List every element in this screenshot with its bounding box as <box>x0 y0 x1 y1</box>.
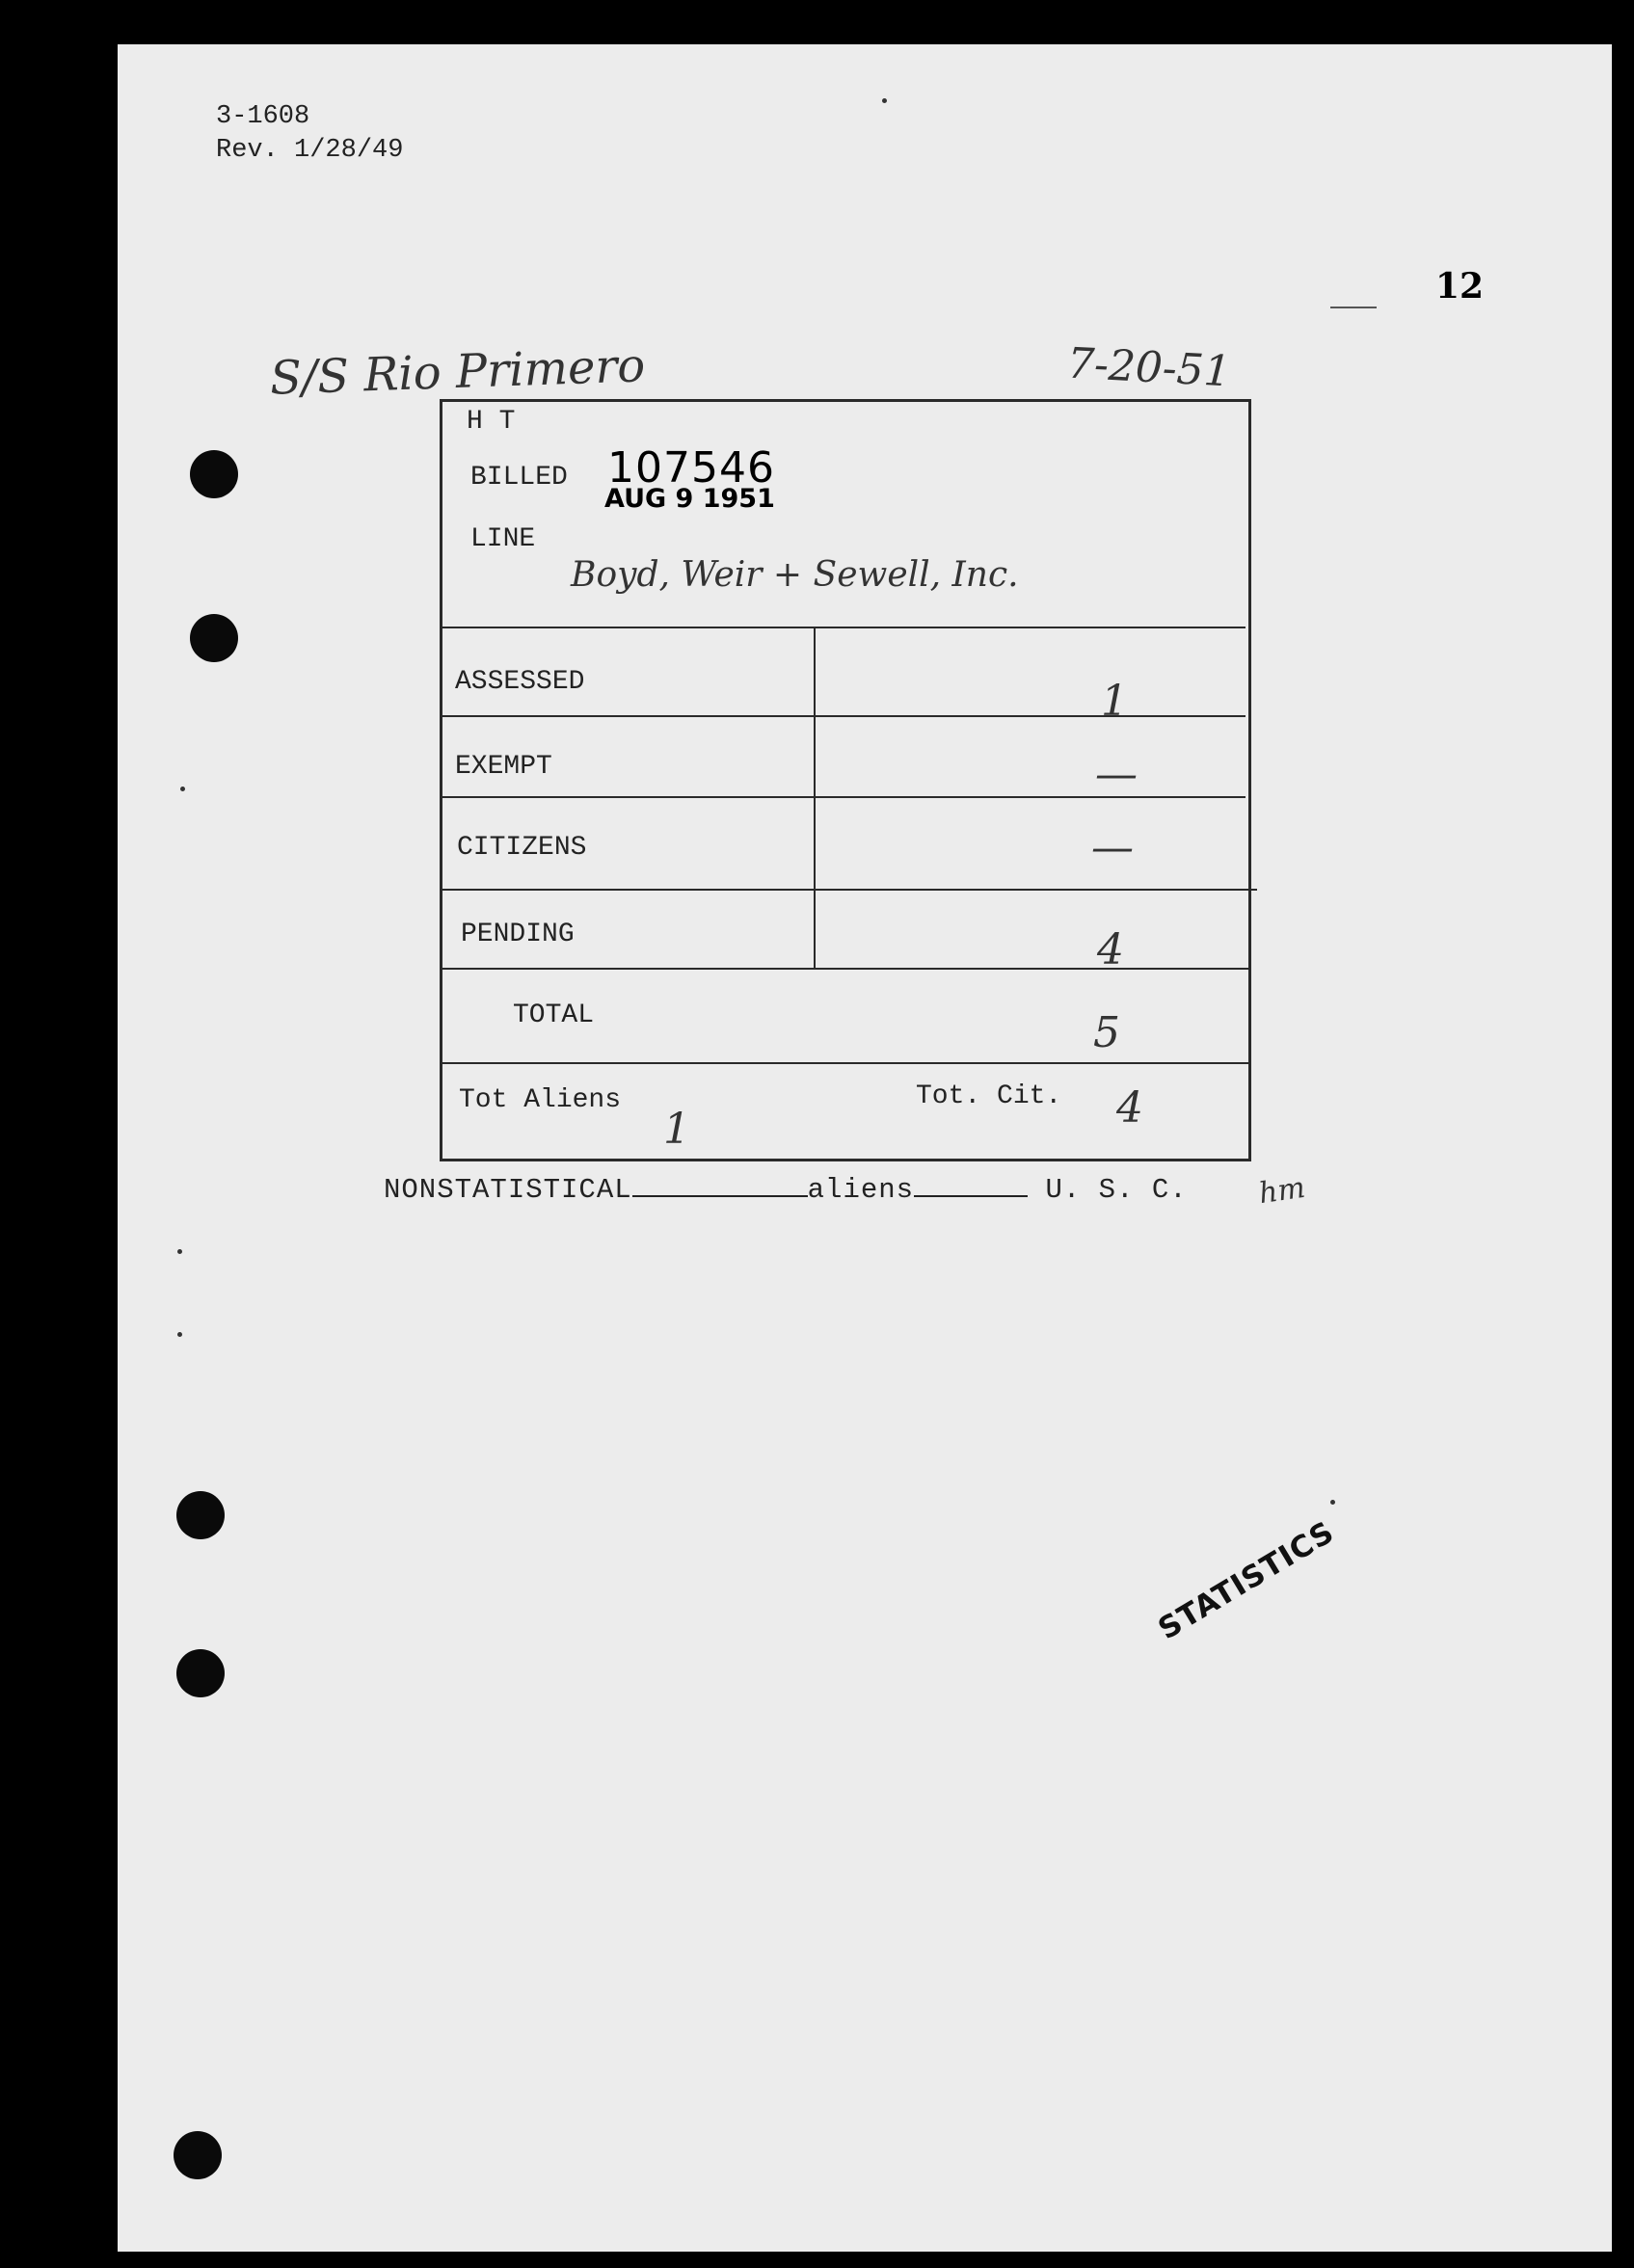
nonstatistical-label: NONSTATISTICAL <box>384 1174 632 1206</box>
paper-speck <box>177 1332 182 1337</box>
assessed-label: ASSESSED <box>455 667 585 697</box>
document-page <box>118 44 1612 2252</box>
ship-name: S/S Rio Primero <box>269 338 647 406</box>
total-value: 5 <box>1093 1008 1120 1057</box>
voyage-date: 7-20-51 <box>1065 338 1232 397</box>
punch-hole <box>176 1649 225 1697</box>
punch-hole <box>190 614 238 662</box>
total-citizens-value: 4 <box>1116 1083 1143 1133</box>
nonstatistical-blank <box>632 1191 808 1197</box>
form-revision: Rev. 1/28/49 <box>216 136 404 165</box>
total-aliens-value: 1 <box>663 1105 690 1154</box>
clerk-initials: hm <box>1256 1170 1307 1212</box>
column-divider <box>814 627 816 968</box>
paper-speck <box>1330 1500 1335 1505</box>
citizens-label: CITIZENS <box>457 833 587 863</box>
row-divider <box>440 968 1251 970</box>
steamship-line: Boyd, Weir + Sewell, Inc. <box>571 555 1019 595</box>
punch-hole <box>176 1491 225 1539</box>
punch-hole <box>190 450 238 498</box>
total-label: TOTAL <box>513 1001 595 1030</box>
citizens-value: — <box>1091 823 1134 872</box>
line-label: LINE <box>470 524 536 554</box>
row-divider <box>440 1062 1251 1064</box>
exempt-label: EXEMPT <box>455 752 552 782</box>
statistics-stamp: STATISTICS <box>1152 1514 1341 1647</box>
page-dash-mark <box>1330 307 1377 308</box>
total-aliens-label: Tot Aliens <box>459 1085 622 1115</box>
billed-date-stamp: AUG 9 1951 <box>604 484 775 514</box>
usc-label: U. S. C. <box>1045 1174 1188 1206</box>
port-code: H T <box>467 407 516 437</box>
nonstatistical-line <box>384 1174 1188 1206</box>
aliens-label: aliens <box>807 1174 915 1206</box>
paper-speck <box>882 98 887 103</box>
form-number-block <box>216 100 403 168</box>
exempt-value: — <box>1095 750 1138 799</box>
paper-speck <box>177 1249 182 1254</box>
total-citizens-label: Tot. Cit. <box>916 1081 1062 1111</box>
pending-value: 4 <box>1097 925 1124 974</box>
punch-hole <box>174 2131 222 2179</box>
paper-speck <box>180 787 185 791</box>
form-number: 3-1608 <box>216 102 310 131</box>
page-number: 12 <box>1435 266 1485 307</box>
row-divider <box>440 889 1257 891</box>
row-divider <box>440 627 1246 628</box>
billed-number: 107546 <box>607 443 775 493</box>
pending-label: PENDING <box>461 920 575 949</box>
billed-label: BILLED <box>470 463 568 493</box>
aliens-blank <box>914 1191 1028 1197</box>
assessed-value: 1 <box>1101 677 1128 726</box>
